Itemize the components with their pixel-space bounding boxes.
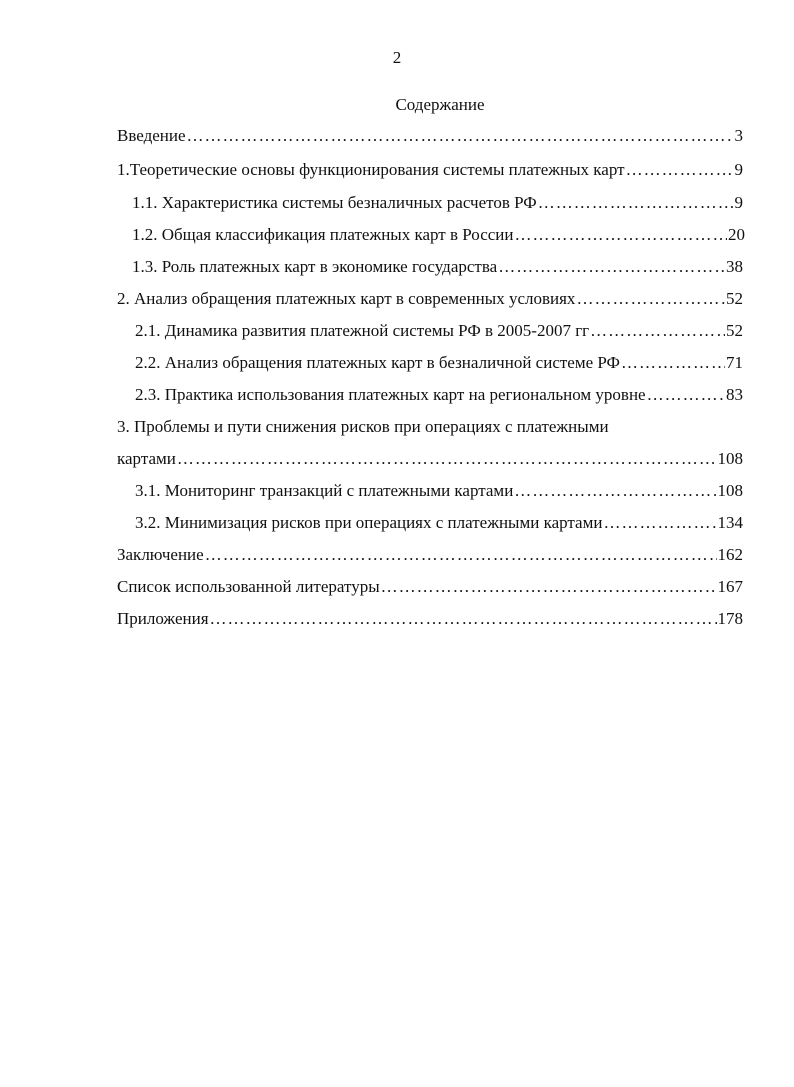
toc-entry-page: 3 <box>734 126 743 145</box>
toc-entry-page: 167 <box>717 577 743 596</box>
toc-entry-page: 108 <box>717 481 743 500</box>
toc-entry-label: 3.1. Мониторинг транзакций с платежными картами <box>135 481 514 500</box>
toc-entry-label: 2.1. Динамика развития платежной системы РФ в 2005-2007 гг <box>135 321 590 340</box>
toc-entry-label: 2.2. Анализ обращения платежных карт в безналичной системе РФ <box>135 353 620 372</box>
toc-entry-section-3-1 <box>135 479 743 503</box>
toc-entry-section-3-2 <box>135 511 743 535</box>
toc-entry-page: 134 <box>717 513 743 532</box>
toc-entry-label: 1.3. Роль платежных карт в экономике государства <box>132 257 498 276</box>
dot-leader <box>621 351 725 375</box>
toc-entry-section-2-2 <box>135 351 743 375</box>
toc-entry-label: Список использованной литературы <box>117 577 380 596</box>
toc-entry-chapter-3-line-2 <box>117 447 743 471</box>
toc-entry-page: 162 <box>717 545 743 564</box>
toc-title: Содержание <box>395 95 485 114</box>
toc-entry-section-1-3 <box>132 255 743 279</box>
dot-leader <box>177 447 717 471</box>
toc-entry-page: 9 <box>734 160 743 179</box>
toc-entry-label: 2.3. Практика использования платежных карт на региональном уровне <box>135 385 646 404</box>
dot-leader <box>205 543 717 567</box>
dot-leader <box>626 158 734 182</box>
toc-entry-page: 52 <box>726 321 743 340</box>
toc-entry-section-1-2 <box>132 223 745 247</box>
toc-entry-page: 83 <box>726 385 743 404</box>
dot-leader <box>647 383 725 407</box>
toc-entry-page: 20 <box>728 225 745 244</box>
toc-entry-label: 2. Анализ обращения платежных карт в современных условиях <box>117 289 576 308</box>
toc-entry-label: Приложения <box>117 609 209 628</box>
toc-entry-label: 3.2. Минимизация рисков при операциях с платежными картами <box>135 513 603 532</box>
toc-entry-label: картами <box>117 449 176 468</box>
dot-leader <box>576 287 725 311</box>
toc-entry-page: 38 <box>726 257 743 276</box>
toc-entry-label: 3. Проблемы и пути снижения рисков при операциях с платежными <box>117 417 609 436</box>
toc-entry-chapter-1 <box>117 158 743 182</box>
toc-entry-conclusion <box>117 543 743 567</box>
dot-leader <box>538 191 734 215</box>
dot-leader <box>590 319 725 343</box>
toc-entry-chapter-2 <box>117 287 743 311</box>
dot-leader <box>514 479 716 503</box>
dot-leader <box>210 607 717 631</box>
toc-entry-page: 71 <box>726 353 743 372</box>
dot-leader <box>603 511 716 535</box>
toc-entry-label: 1.1. Характеристика системы безналичных расчетов РФ <box>132 193 537 212</box>
toc-entry-introduction <box>117 124 743 148</box>
toc-entry-section-2-1 <box>135 319 743 343</box>
dot-leader <box>498 255 725 279</box>
toc-entry-page: 9 <box>734 193 743 212</box>
toc-entry-label: 1.Теоретические основы функционирования системы платежных карт <box>117 160 625 179</box>
toc-entry-label: Заключение <box>117 545 204 564</box>
toc-entry-page: 52 <box>726 289 743 308</box>
toc-entry-chapter-3-line-1 <box>117 415 743 439</box>
toc-entry-section-1-1 <box>132 191 743 215</box>
toc-entry-label: 1.2. Общая классификация платежных карт в России <box>132 225 514 244</box>
dot-leader <box>381 575 717 599</box>
toc-entry-section-2-3 <box>135 383 743 407</box>
toc-entry-page: 178 <box>717 609 743 628</box>
toc-entry-page: 108 <box>717 449 743 468</box>
toc-entry-bibliography <box>117 575 743 599</box>
dot-leader <box>187 124 734 148</box>
toc-entry-appendices <box>117 607 743 631</box>
page-number: 2 <box>392 48 402 67</box>
dot-leader <box>514 223 727 247</box>
toc-entry-label: Введение <box>117 126 186 145</box>
